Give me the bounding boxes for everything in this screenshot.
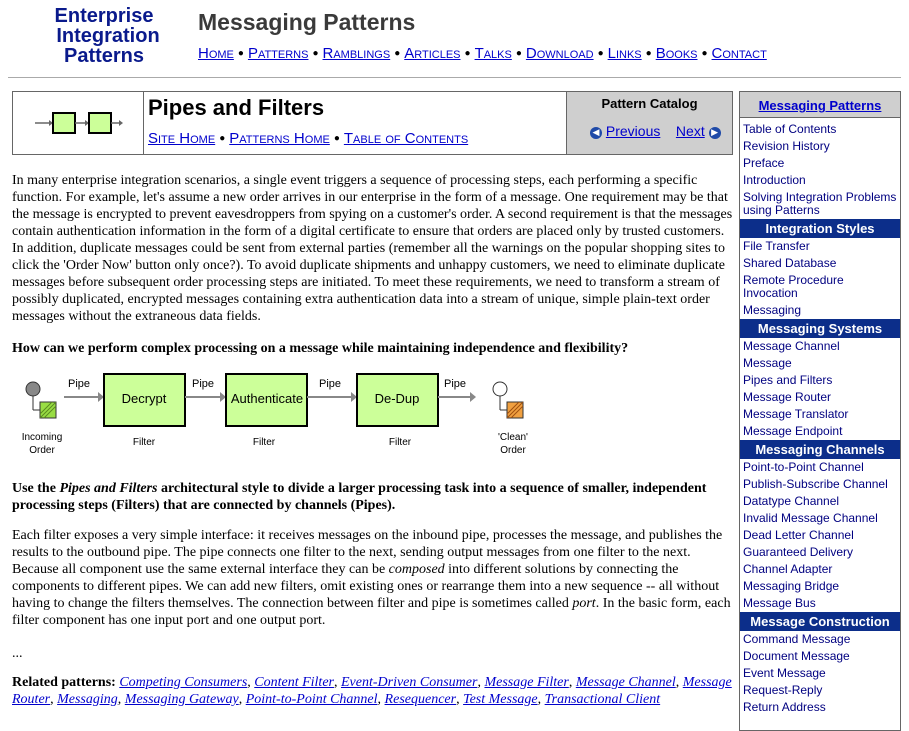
sidebar-item[interactable]: Message Bus: [743, 596, 816, 610]
sidebar-item[interactable]: Messaging Bridge: [743, 579, 840, 593]
site-logo[interactable]: [24, 6, 184, 66]
nav-bullet: ●: [237, 48, 244, 59]
nav-download-link[interactable]: Download: [525, 45, 594, 62]
catalog-title: Pattern Catalog: [601, 96, 698, 111]
detail-emphasis: composed: [388, 562, 445, 577]
pipes-and-filters-icon: [13, 92, 144, 154]
nav-patterns-link[interactable]: Patterns: [247, 45, 309, 62]
sidebar-item[interactable]: Solving Integration Problems using Patterns: [743, 190, 897, 217]
nav-home-link[interactable]: Home: [198, 45, 234, 62]
table-of-contents-link[interactable]: Table of Contents: [343, 130, 469, 147]
ellipsis: ...: [12, 646, 23, 661]
related-link[interactable]: Transactional Client: [544, 692, 661, 707]
site-title: Messaging Patterns: [198, 9, 416, 35]
sidebar-item[interactable]: Document Message: [743, 649, 850, 663]
next-arrow-icon[interactable]: ▶: [709, 127, 721, 139]
detail-emphasis: port: [572, 596, 596, 611]
sidebar-body: [740, 118, 900, 716]
sidebar-item[interactable]: Shared Database: [743, 256, 837, 270]
detail-text: into different solutions by connecting the components to different pipes. We can add new filters, omit existing ones or rearrange them into a new sequence -- all without having to change the filters themselves. The connection between filter and pipe is sometimes called: [12, 562, 720, 611]
logo-line: Patterns: [63, 45, 145, 67]
previous-link[interactable]: Previous: [605, 123, 661, 139]
nav-bullet: ●: [312, 48, 319, 59]
filter-name: De-Dup: [374, 391, 420, 406]
sidebar-item[interactable]: Return Address: [743, 700, 826, 714]
sidebar-item[interactable]: Dead Letter Channel: [743, 528, 854, 542]
filter-name: Authenticate: [230, 391, 304, 406]
sidebar-item[interactable]: Point-to-Point Channel: [743, 460, 864, 474]
sidebar-section-header: Integration Styles: [740, 219, 900, 238]
related-link[interactable]: Message Filter: [484, 675, 569, 690]
related-link[interactable]: Content Filter: [254, 675, 334, 690]
pattern-title-cell: [144, 92, 567, 154]
filter-label: Filter: [132, 437, 156, 448]
related-label: Related patterns:: [12, 675, 116, 690]
link-bullet: ●: [219, 133, 226, 144]
sidebar-section-header: Messaging Systems: [740, 319, 900, 338]
pipes-and-filters-diagram: [12, 372, 552, 464]
sidebar-item[interactable]: Guaranteed Delivery: [743, 545, 854, 559]
header-divider: [8, 77, 901, 78]
sidebar-item[interactable]: Table of Contents: [743, 122, 837, 136]
detail-paragraph: [12, 527, 734, 629]
incoming-endpoint-icon: [26, 382, 40, 396]
pipe-label: Pipe: [443, 378, 467, 390]
sidebar-item[interactable]: File Transfer: [743, 239, 810, 253]
sidebar-section-header: Messaging Channels: [740, 440, 900, 459]
sidebar-item[interactable]: Invalid Message Channel: [743, 511, 878, 525]
sidebar-item[interactable]: Revision History: [743, 139, 830, 153]
solution-text: Use the: [12, 481, 60, 496]
sidebar: [739, 91, 901, 731]
related-link[interactable]: Point-to-Point Channel: [245, 692, 378, 707]
intro-paragraph: In many enterprise integration scenarios, a single event triggers a sequence of processing steps, each performing a specific function. For example, let's assume a new order arrives in our enterprise in the form of a message. One requirement may be that the message is encrypted to prevent eavesdroppers from spying on a customer's order. A second requirement is that the messages contain authentication information in the form of a digital certificate to ensure that orders are placed only by trusted customers. In addition, duplicate messages could be sent from external parties (remember all the warnings on the popular shopping sites to click the 'Order Now' button only once?). To avoid duplicate shipments and unhappy customers, we need to eliminate duplicate messages before subsequent order processing steps are initiated. To meet these requirements, we need to transform a stream of possibly duplicated, encrypted messages containing extra authentication data into a stream of unique, simple plain-text order messages without the extraneous data fields.: [12, 173, 733, 324]
incoming-label: Incoming: [21, 432, 63, 443]
catalog-nav: [590, 123, 721, 139]
filter-label: Filter: [252, 437, 276, 448]
detail-text: . In the basic form, each filter component has one input port and one output port.: [12, 596, 731, 628]
related-patterns: Related patterns: Competing Consumers, Content Filter, Event-Driven Consumer, Message Filter, Message Channel, Message Router, Messaging, Messaging Gateway, Point-to-Point Channel, Resequencer, Test Message, Transactional Client: [12, 675, 732, 707]
sidebar-item[interactable]: Publish-Subscribe Channel: [743, 477, 888, 491]
logo-line: Integration: [56, 25, 160, 47]
nav-bullet: ●: [515, 48, 522, 59]
related-link[interactable]: Messaging: [57, 692, 118, 707]
sidebar-item[interactable]: Message Endpoint: [743, 424, 843, 438]
nav-articles-link[interactable]: Articles: [404, 45, 461, 62]
sidebar-item[interactable]: Message Channel: [743, 339, 840, 353]
nav-bullet: ●: [464, 48, 471, 59]
detail-text: Each filter exposes a very simple interface: it receives messages on the inbound pipe, processes the message, and publishes the results to the outbound pipe. The pipe connects one filter to the next, sending output messages from one filter to the next. Because all component use the same external interface they can be: [12, 528, 723, 577]
sidebar-item[interactable]: Pipes and Filters: [743, 373, 833, 387]
sidebar-item[interactable]: Request-Reply: [743, 683, 823, 697]
solution-text: architectural style to divide a larger processing task into a sequence of smaller, independent processing steps (Filters) that are connected by channels (Pipes).: [12, 481, 707, 513]
next-link[interactable]: Next: [675, 123, 705, 139]
top-navigation: [198, 45, 767, 62]
related-link[interactable]: Resequencer: [384, 692, 457, 707]
sidebar-item[interactable]: Introduction: [743, 173, 806, 187]
sidebar-item[interactable]: Command Message: [743, 632, 851, 646]
nav-books-link[interactable]: Books: [655, 45, 698, 62]
pattern-catalog-cell: [567, 92, 732, 154]
messaging-patterns-link[interactable]: Messaging Patterns: [758, 98, 882, 113]
nav-bullet: ●: [645, 48, 652, 59]
sidebar-item[interactable]: Channel Adapter: [743, 562, 833, 576]
related-link[interactable]: Message Router: [12, 675, 732, 707]
sidebar-item[interactable]: Event Message: [743, 666, 826, 680]
logo-line: Enterprise: [54, 5, 154, 27]
filter-name: Decrypt: [121, 391, 167, 406]
nav-bullet: ●: [394, 48, 401, 59]
sidebar-item[interactable]: Remote Procedure Invocation: [743, 273, 844, 300]
page-title: Pipes and Filters: [148, 95, 325, 120]
related-link[interactable]: Event-Driven Consumer: [340, 675, 478, 690]
sidebar-section-header: Message Construction: [740, 612, 900, 631]
related-link[interactable]: Test Message: [463, 692, 538, 707]
incoming-label: Order: [29, 445, 55, 456]
sidebar-item[interactable]: Messaging: [743, 303, 802, 317]
pattern-links: [148, 130, 468, 147]
site-home-link[interactable]: Site Home: [148, 130, 216, 147]
pipe-label: Pipe: [191, 378, 215, 390]
related-link[interactable]: Message Channel: [575, 675, 676, 690]
pipe-label: Pipe: [318, 378, 342, 390]
related-link[interactable]: Competing Consumers: [119, 675, 248, 690]
sidebar-item[interactable]: Message Router: [743, 390, 832, 404]
nav-bullet: ●: [597, 48, 604, 59]
link-bullet: ●: [333, 133, 340, 144]
sidebar-item[interactable]: Message Translator: [743, 407, 849, 421]
sidebar-header: [740, 92, 900, 118]
pipe-label: Pipe: [67, 378, 91, 390]
pattern-header: [12, 91, 733, 155]
nav-links-link[interactable]: Links: [607, 45, 642, 62]
sidebar-item[interactable]: Preface: [743, 156, 785, 170]
solution-emphasis: Pipes and Filters: [59, 481, 158, 496]
outgoing-label: Order: [500, 445, 526, 456]
nav-contact-link[interactable]: Contact: [711, 45, 767, 62]
outgoing-label: 'Clean': [498, 432, 528, 443]
pattern-icon-cell: [13, 92, 144, 154]
problem-statement: How can we perform complex processing on a message while maintaining independence and flexibility?: [12, 341, 629, 356]
solution-statement: [12, 480, 734, 514]
filter-label: Filter: [388, 437, 412, 448]
sidebar-item[interactable]: Datatype Channel: [743, 494, 840, 508]
nav-ramblings-link[interactable]: Ramblings: [322, 45, 391, 62]
previous-arrow-icon[interactable]: ◀: [590, 127, 602, 139]
sidebar-item[interactable]: Message: [743, 356, 792, 370]
related-link[interactable]: Messaging Gateway: [124, 692, 239, 707]
outgoing-endpoint-icon: [493, 382, 507, 396]
nav-bullet: ●: [701, 48, 708, 59]
patterns-home-link[interactable]: Patterns Home: [229, 130, 330, 147]
nav-talks-link[interactable]: Talks: [474, 45, 512, 62]
